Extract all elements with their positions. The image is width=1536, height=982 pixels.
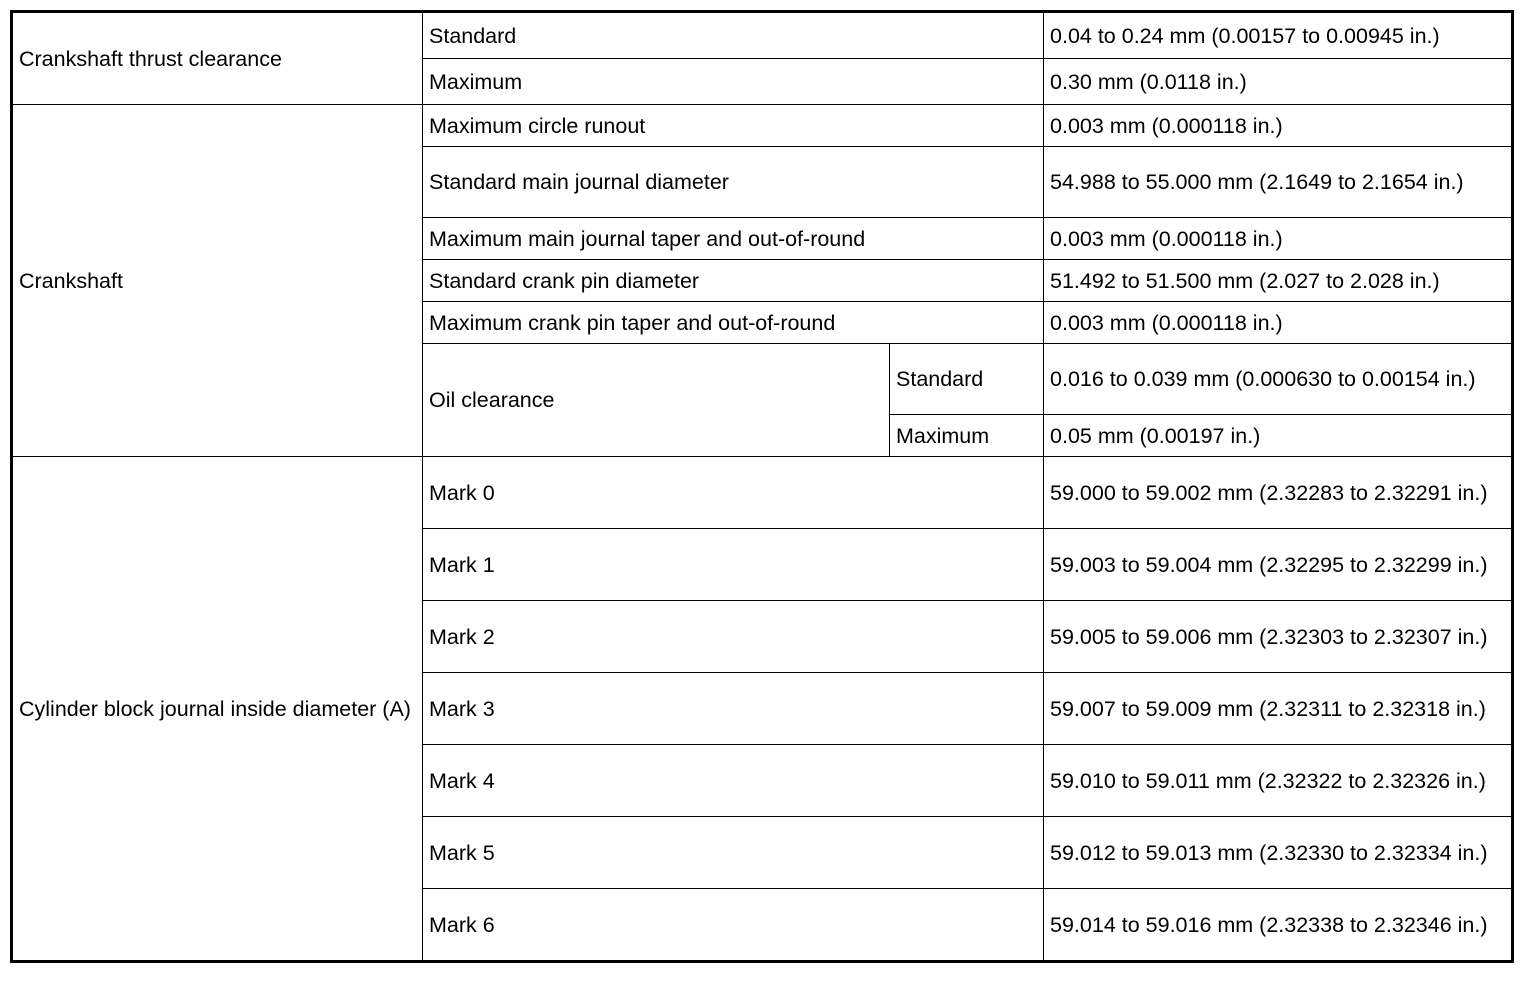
value-cell: 0.003 mm (0.000118 in.) (1044, 218, 1513, 260)
item-cell: Standard (423, 12, 1044, 59)
value-cell: 59.003 to 59.004 mm (2.32295 to 2.32299 in.) (1044, 529, 1513, 601)
item-cell: Standard main journal diameter (423, 147, 1044, 218)
value-cell: 59.005 to 59.006 mm (2.32303 to 2.32307 in.) (1044, 601, 1513, 673)
value-cell: 59.014 to 59.016 mm (2.32338 to 2.32346 in.) (1044, 889, 1513, 962)
value-cell: 51.492 to 51.500 mm (2.027 to 2.028 in.) (1044, 260, 1513, 302)
value-cell: 0.003 mm (0.000118 in.) (1044, 302, 1513, 344)
item-cell: Mark 3 (423, 673, 1044, 745)
item-cell: Mark 0 (423, 457, 1044, 529)
value-cell: 59.000 to 59.002 mm (2.32283 to 2.32291 in.) (1044, 457, 1513, 529)
spec-table (10, 10, 1514, 963)
value-cell: 59.007 to 59.009 mm (2.32311 to 2.32318 in.) (1044, 673, 1513, 745)
item-cell: Mark 2 (423, 601, 1044, 673)
value-cell: 0.04 to 0.24 mm (0.00157 to 0.00945 in.) (1044, 12, 1513, 59)
item-cell: Maximum crank pin taper and out-of-round (423, 302, 1044, 344)
sub-item-cell: Maximum (890, 415, 1044, 457)
oil-clearance-label: Oil clearance (423, 344, 890, 457)
table-row (12, 105, 1513, 147)
value-cell: 54.988 to 55.000 mm (2.1649 to 2.1654 in.) (1044, 147, 1513, 218)
value-cell: 0.30 mm (0.0118 in.) (1044, 59, 1513, 105)
table-row (12, 12, 1513, 59)
category-crankshaft: Crankshaft (12, 105, 423, 457)
table-row (12, 457, 1513, 529)
item-cell: Mark 6 (423, 889, 1044, 962)
value-cell: 59.012 to 59.013 mm (2.32330 to 2.32334 in.) (1044, 817, 1513, 889)
value-cell: 0.003 mm (0.000118 in.) (1044, 105, 1513, 147)
value-cell: 0.05 mm (0.00197 in.) (1044, 415, 1513, 457)
value-cell: 0.016 to 0.039 mm (0.000630 to 0.00154 in.) (1044, 344, 1513, 415)
sub-item-cell: Standard (890, 344, 1044, 415)
category-thrust-clearance: Crankshaft thrust clearance (12, 12, 423, 105)
item-cell: Mark 5 (423, 817, 1044, 889)
item-cell: Maximum (423, 59, 1044, 105)
item-cell: Mark 4 (423, 745, 1044, 817)
item-cell: Maximum main journal taper and out-of-round (423, 218, 1044, 260)
category-block-journal-diameter: Cylinder block journal inside diameter (A) (12, 457, 423, 962)
item-cell: Mark 1 (423, 529, 1044, 601)
item-cell: Standard crank pin diameter (423, 260, 1044, 302)
value-cell: 59.010 to 59.011 mm (2.32322 to 2.32326 in.) (1044, 745, 1513, 817)
item-cell: Maximum circle runout (423, 105, 1044, 147)
